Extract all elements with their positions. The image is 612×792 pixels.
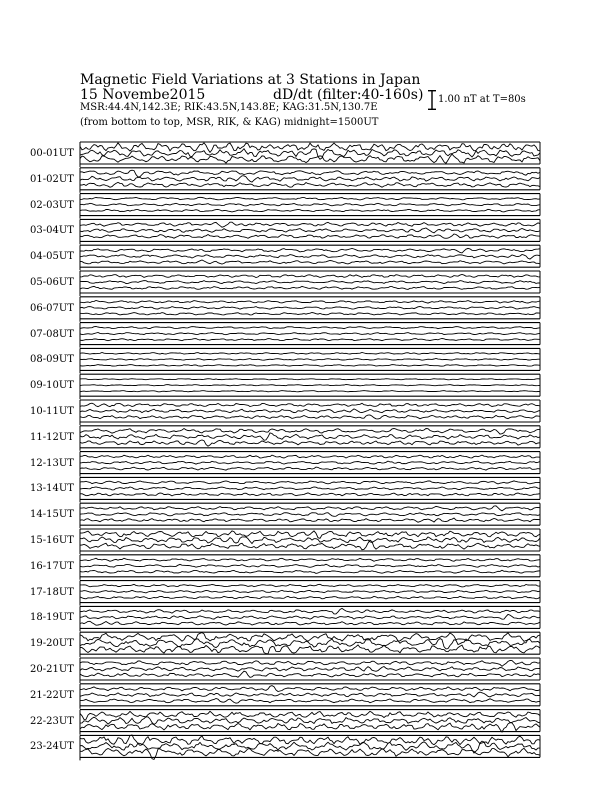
trace-rik (80, 176, 540, 182)
hour-row (80, 219, 540, 244)
trace-kag (80, 723, 540, 732)
trace-msr (80, 143, 540, 153)
row-label: 22-23UT (30, 715, 74, 727)
hour-row (80, 297, 540, 322)
trace-kag (80, 182, 540, 187)
hour-row (80, 348, 540, 373)
trace-rik (80, 692, 540, 697)
trace-kag (80, 467, 540, 470)
trace-msr (80, 248, 540, 253)
hour-row (80, 658, 540, 683)
row-label: 09-10UT (30, 380, 74, 392)
trace-msr (80, 429, 540, 435)
trace-rik (80, 667, 540, 672)
row-label: 23-24UT (30, 741, 74, 753)
hour-row (80, 477, 540, 502)
trace-msr (80, 327, 540, 329)
trace-kag (80, 415, 540, 419)
station-order-note: (from bottom to top, MSR, RIK, & KAG) midnight=1500UT (80, 117, 379, 128)
row-label: 04-05UT (30, 251, 74, 263)
trace-msr (80, 686, 540, 692)
trace-msr (80, 197, 540, 200)
hour-row (80, 426, 540, 451)
trace-kag (80, 671, 540, 677)
trace-rik (80, 433, 540, 440)
trace-kag (80, 596, 540, 599)
trace-kag (80, 540, 540, 550)
trace-rik (80, 590, 540, 593)
trace-msr (80, 379, 540, 380)
trace-rik (80, 741, 540, 753)
trace-msr (80, 170, 540, 177)
trace-kag (80, 621, 540, 625)
hour-row (80, 581, 540, 606)
hour-row (80, 374, 540, 399)
hour-row (80, 168, 540, 193)
trace-msr (80, 558, 540, 561)
hour-row (80, 452, 540, 477)
trace-kag (80, 260, 540, 264)
hour-row (80, 142, 540, 167)
trace-rik (80, 614, 540, 619)
hour-row (80, 606, 540, 631)
row-label: 02-03UT (30, 199, 74, 211)
hour-row (80, 735, 540, 761)
hour-row (80, 529, 540, 554)
trace-rik (80, 149, 540, 160)
hour-row (80, 632, 540, 657)
row-label: 18-19UT (30, 612, 74, 624)
trace-rik (80, 359, 540, 361)
trace-rik (80, 487, 540, 490)
trace-kag (80, 234, 540, 238)
hour-row (80, 323, 540, 348)
hour-row (80, 710, 540, 735)
trace-rik (80, 461, 540, 464)
trace-msr (80, 584, 540, 587)
trace-kag (80, 391, 540, 392)
trace-kag (80, 313, 540, 315)
trace-msr (80, 301, 540, 304)
row-label: 03-04UT (30, 225, 74, 237)
trace-rik (80, 513, 540, 517)
trace-msr (80, 506, 540, 511)
trace-msr (80, 222, 540, 227)
date-label: 15 Novembe2015 (80, 87, 206, 103)
trace-rik (80, 307, 540, 310)
trace-kag (80, 440, 540, 446)
trace-rik (80, 385, 540, 386)
trace-rik (80, 228, 540, 233)
row-label: 15-16UT (30, 535, 74, 546)
trace-rik (80, 717, 540, 725)
hour-row (80, 503, 540, 528)
scale-label: 1.00 nT at T=80s (438, 94, 526, 105)
row-label: 12-13UT (30, 457, 74, 469)
row-label: 21-22UT (30, 689, 74, 701)
chart-title: Magnetic Field Variations at 3 Stations in Japan (80, 72, 421, 88)
trace-msr (80, 353, 540, 355)
row-label: 20-21UT (30, 664, 74, 675)
trace-rik (80, 409, 540, 413)
row-label: 19-20UT (30, 638, 74, 650)
trace-msr (80, 531, 540, 538)
trace-msr (80, 455, 540, 458)
row-label: 00-01UT (30, 148, 74, 159)
hour-row (80, 684, 540, 709)
row-label: 05-06UT (30, 277, 74, 288)
trace-msr (80, 481, 540, 484)
trace-rik (80, 281, 540, 284)
trace-msr (80, 403, 540, 406)
trace-kag (80, 493, 540, 496)
hour-row (80, 271, 540, 296)
trace-kag (80, 699, 540, 704)
row-label: 11-12UT (30, 431, 74, 443)
trace-msr (80, 735, 540, 746)
trace-msr (80, 608, 540, 614)
row-label: 13-14UT (30, 483, 74, 495)
hour-row (80, 245, 540, 270)
trace-rik (80, 537, 540, 544)
row-label: 01-02UT (30, 173, 74, 185)
trace-msr (80, 661, 540, 667)
row-label: 10-11UT (30, 406, 74, 417)
trace-kag (80, 365, 540, 367)
trace-kag (80, 518, 540, 522)
row-label: 17-18UT (30, 586, 74, 598)
trace-rik (80, 255, 540, 260)
trace-rik (80, 564, 540, 567)
row-label: 14-15UT (30, 509, 74, 521)
row-label: 06-07UT (30, 302, 74, 314)
filter-label: dD/dt (filter:40-160s) (273, 87, 424, 103)
station-coordinates: MSR:44.4N,142.3E; RIK:43.5N,143.8E; KAG:31.5N,130.7E (80, 102, 378, 113)
trace-kag (80, 339, 540, 341)
trace-msr (80, 275, 540, 278)
row-label: 16-17UT (30, 560, 74, 572)
trace-kag (80, 286, 540, 289)
hour-row (80, 555, 540, 580)
trace-kag (80, 570, 540, 573)
trace-rik (80, 203, 540, 206)
row-label: 07-08UT (30, 328, 74, 340)
trace-rik (80, 333, 540, 335)
row-label: 08-09UT (30, 354, 74, 366)
hour-row (80, 400, 540, 425)
hour-row (80, 194, 540, 219)
trace-msr (80, 633, 540, 642)
trace-kag (80, 209, 540, 212)
